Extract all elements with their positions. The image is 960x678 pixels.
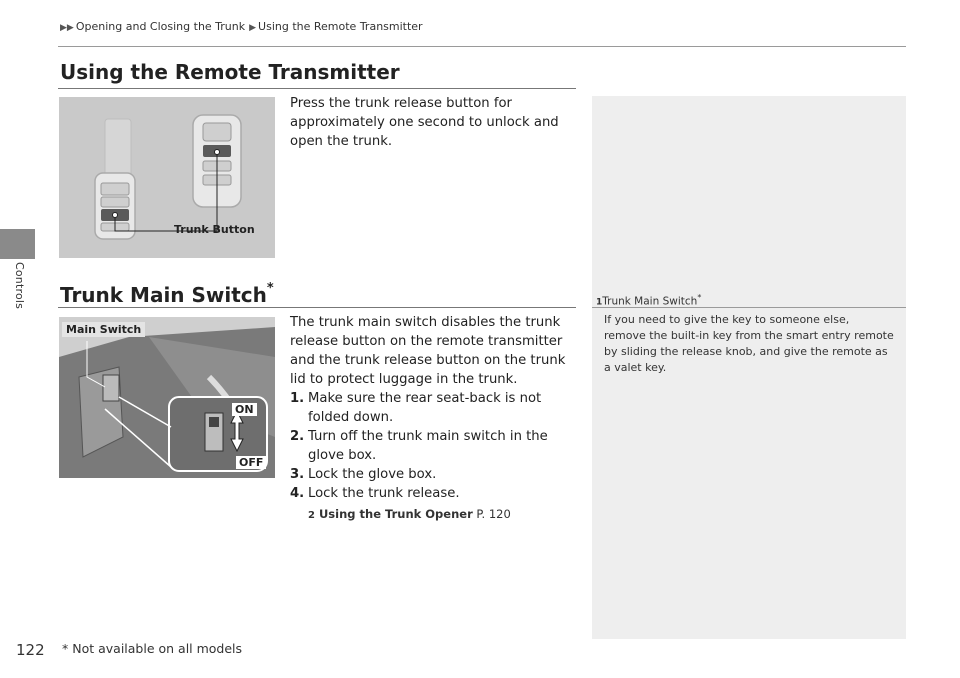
note-title — [596, 293, 701, 308]
note-title-text: Trunk Main Switch — [602, 295, 698, 308]
section2-title-mark: * — [266, 281, 274, 297]
breadcrumb — [60, 20, 427, 33]
note-marker: 1 — [596, 297, 603, 308]
cross-reference-link[interactable] — [290, 507, 580, 521]
breadcrumb-arrow-icon: ▶▶ — [60, 23, 74, 33]
side-tab-marker — [0, 229, 35, 259]
section1-text: Press the trunk release button for approximately one second to unlock and open the trunk. — [290, 96, 559, 149]
note-text: If you need to give the key to someone else, remove the built-in key from the smart entry remote by sliding the release knob, and give the remote as a valet key. — [604, 313, 894, 374]
step-text: Turn off the trunk main switch in the glove box. — [308, 429, 548, 463]
breadcrumb-item-opening-closing-trunk[interactable]: Opening and Closing the Trunk — [75, 20, 246, 33]
trunk-main-switch-figure — [59, 317, 275, 478]
step-text: Lock the glove box. — [308, 467, 437, 482]
reference-title: Using the Trunk Opener — [318, 507, 473, 521]
reference-page: P. 120 — [476, 507, 511, 521]
header-divider — [58, 46, 906, 47]
section2-body — [290, 313, 580, 521]
breadcrumb-item-remote-transmitter[interactable]: Using the Remote Transmitter — [258, 20, 423, 33]
step-number: 1. — [290, 391, 305, 406]
page-number: 122 — [16, 641, 45, 659]
switch-off-label: OFF — [236, 456, 266, 469]
step-number: 3. — [290, 467, 305, 482]
trunk-button-label: Trunk Button — [174, 223, 255, 236]
section-divider — [58, 88, 576, 89]
section-title-remote-transmitter: Using the Remote Transmitter — [60, 60, 400, 84]
side-tab-label: Controls — [13, 262, 26, 310]
step-number: 4. — [290, 486, 305, 501]
main-switch-label: Main Switch — [62, 322, 145, 337]
glove-box-illustration — [59, 317, 275, 478]
step-2 — [290, 427, 580, 465]
section-title-trunk-main-switch — [60, 283, 274, 307]
step-3 — [290, 465, 580, 484]
note-divider — [592, 307, 906, 308]
step-1 — [290, 389, 580, 427]
step-text: Make sure the rear seat-back is not folded down. — [308, 391, 542, 425]
reference-arrow-icon: 2 — [308, 510, 315, 521]
section2-intro: The trunk main switch disables the trunk release button on the remote transmitter and the trunk release button on the trunk lid to protect luggage in the trunk. — [290, 315, 566, 387]
step-4 — [290, 484, 580, 503]
footnote: * Not available on all models — [62, 641, 243, 656]
section-divider — [58, 307, 576, 308]
note-title-mark: * — [697, 293, 702, 302]
breadcrumb-arrow-icon: ▶ — [249, 23, 257, 33]
section2-title-text: Trunk Main Switch — [60, 283, 267, 307]
switch-on-label: ON — [232, 403, 257, 416]
step-number: 2. — [290, 429, 305, 444]
step-text: Lock the trunk release. — [308, 486, 460, 501]
